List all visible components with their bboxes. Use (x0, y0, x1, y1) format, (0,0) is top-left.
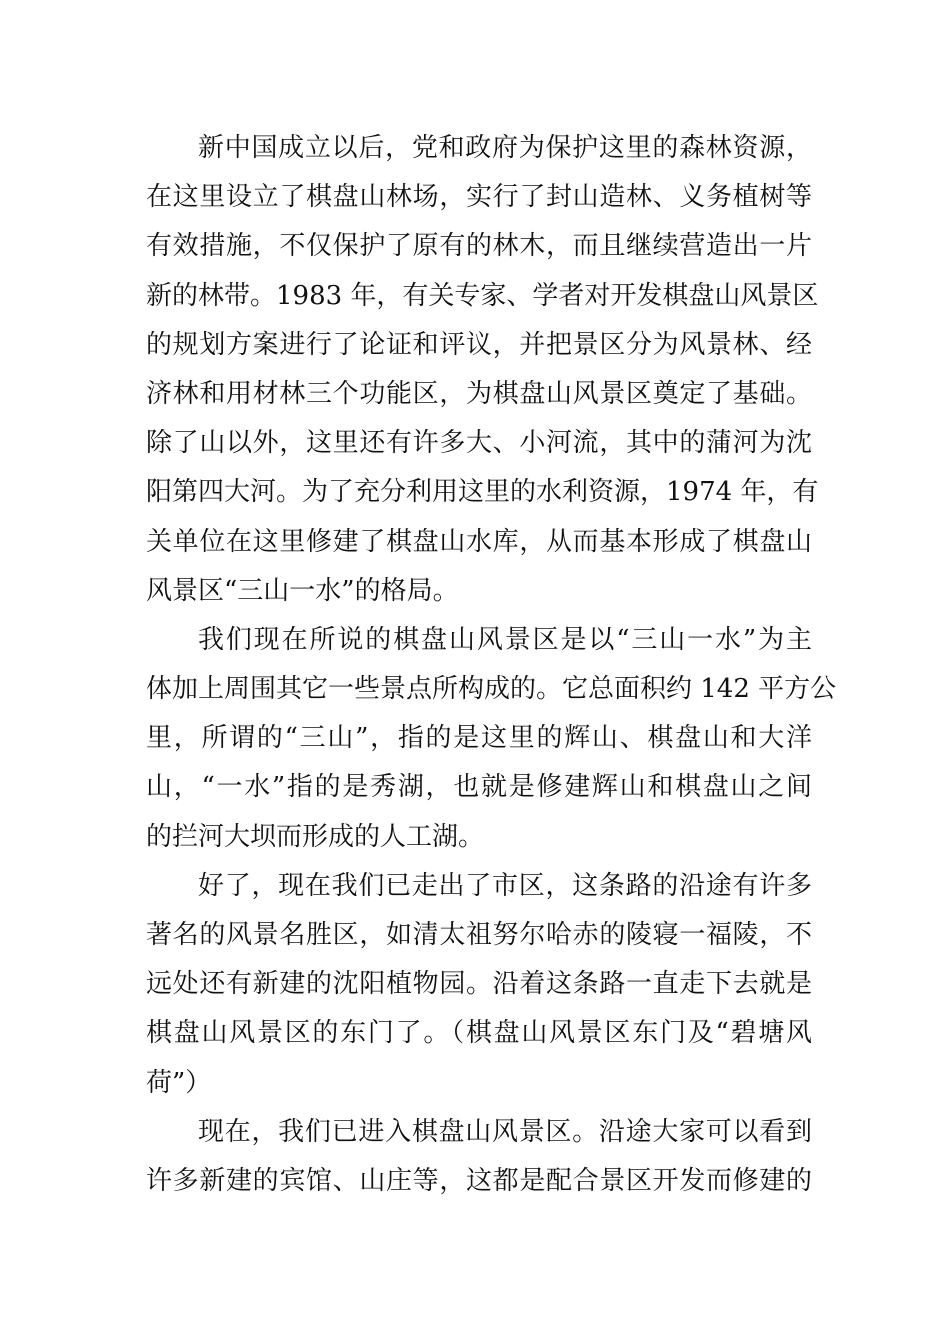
text-line: 远处还有新建的沈阳植物园。沿着这条路一直走下去就是 (146, 969, 812, 1000)
text-line: 体加上周围其它一些景点所构成的。它总面积约 142 平方公 (146, 674, 837, 705)
text-line: 的拦河大坝而形成的人工湖。 (146, 821, 485, 852)
text-line: 的规划方案进行了论证和评议，并把景区分为风景林、经 (146, 329, 812, 360)
text-line: 济林和用材林三个功能区，为棋盘山风景区奠定了基础。 (146, 378, 812, 409)
text-line: 新中国成立以后，党和政府为保护这里的森林资源， (198, 133, 812, 163)
text-line: 我们现在所说的棋盘山风景区是以“三山一水”为主 (198, 624, 812, 655)
text-line: 在这里设立了棋盘山林场，实行了封山造林、义务植树等 (146, 182, 812, 213)
text-line: 山，“一水”指的是秀湖，也就是修建辉山和棋盘山之间 (146, 772, 812, 803)
text-line: 里，所谓的“三山”，指的是这里的辉山、棋盘山和大洋 (146, 723, 812, 754)
text-line: 关单位在这里修建了棋盘山水库，从而基本形成了棋盘山 (146, 526, 812, 557)
text-line: 风景区“三山一水”的格局。 (146, 575, 459, 606)
text-line: 好了，现在我们已走出了市区，这条路的沿途有许多 (198, 870, 812, 901)
text-line: 除了山以外，这里还有许多大、小河流，其中的蒲河为沈 (146, 428, 812, 459)
text-line: 新的林带。1983 年，有关专家、学者对开发棋盘山风景区 (146, 280, 819, 311)
body-text (146, 124, 837, 1206)
text-line: 棋盘山风景区的东门了。（棋盘山风景区东门及“碧塘风 (146, 1018, 812, 1049)
text-line: 著名的风景名胜区，如清太祖努尔哈赤的陵寝一福陵，不 (146, 920, 812, 950)
text-line: 有效措施，不仅保护了原有的林木，而且继续营造出一片 (146, 231, 812, 262)
text-line: 现在，我们已进入棋盘山风景区。沿途大家可以看到 (198, 1116, 812, 1147)
text-line: 阳第四大河。为了充分利用这里的水利资源，1974 年，有 (146, 477, 819, 508)
text-line: 许多新建的宾馆、山庄等，这都是配合景区开发而修建的 (146, 1165, 812, 1196)
text-line: 荷”） (146, 1067, 212, 1098)
